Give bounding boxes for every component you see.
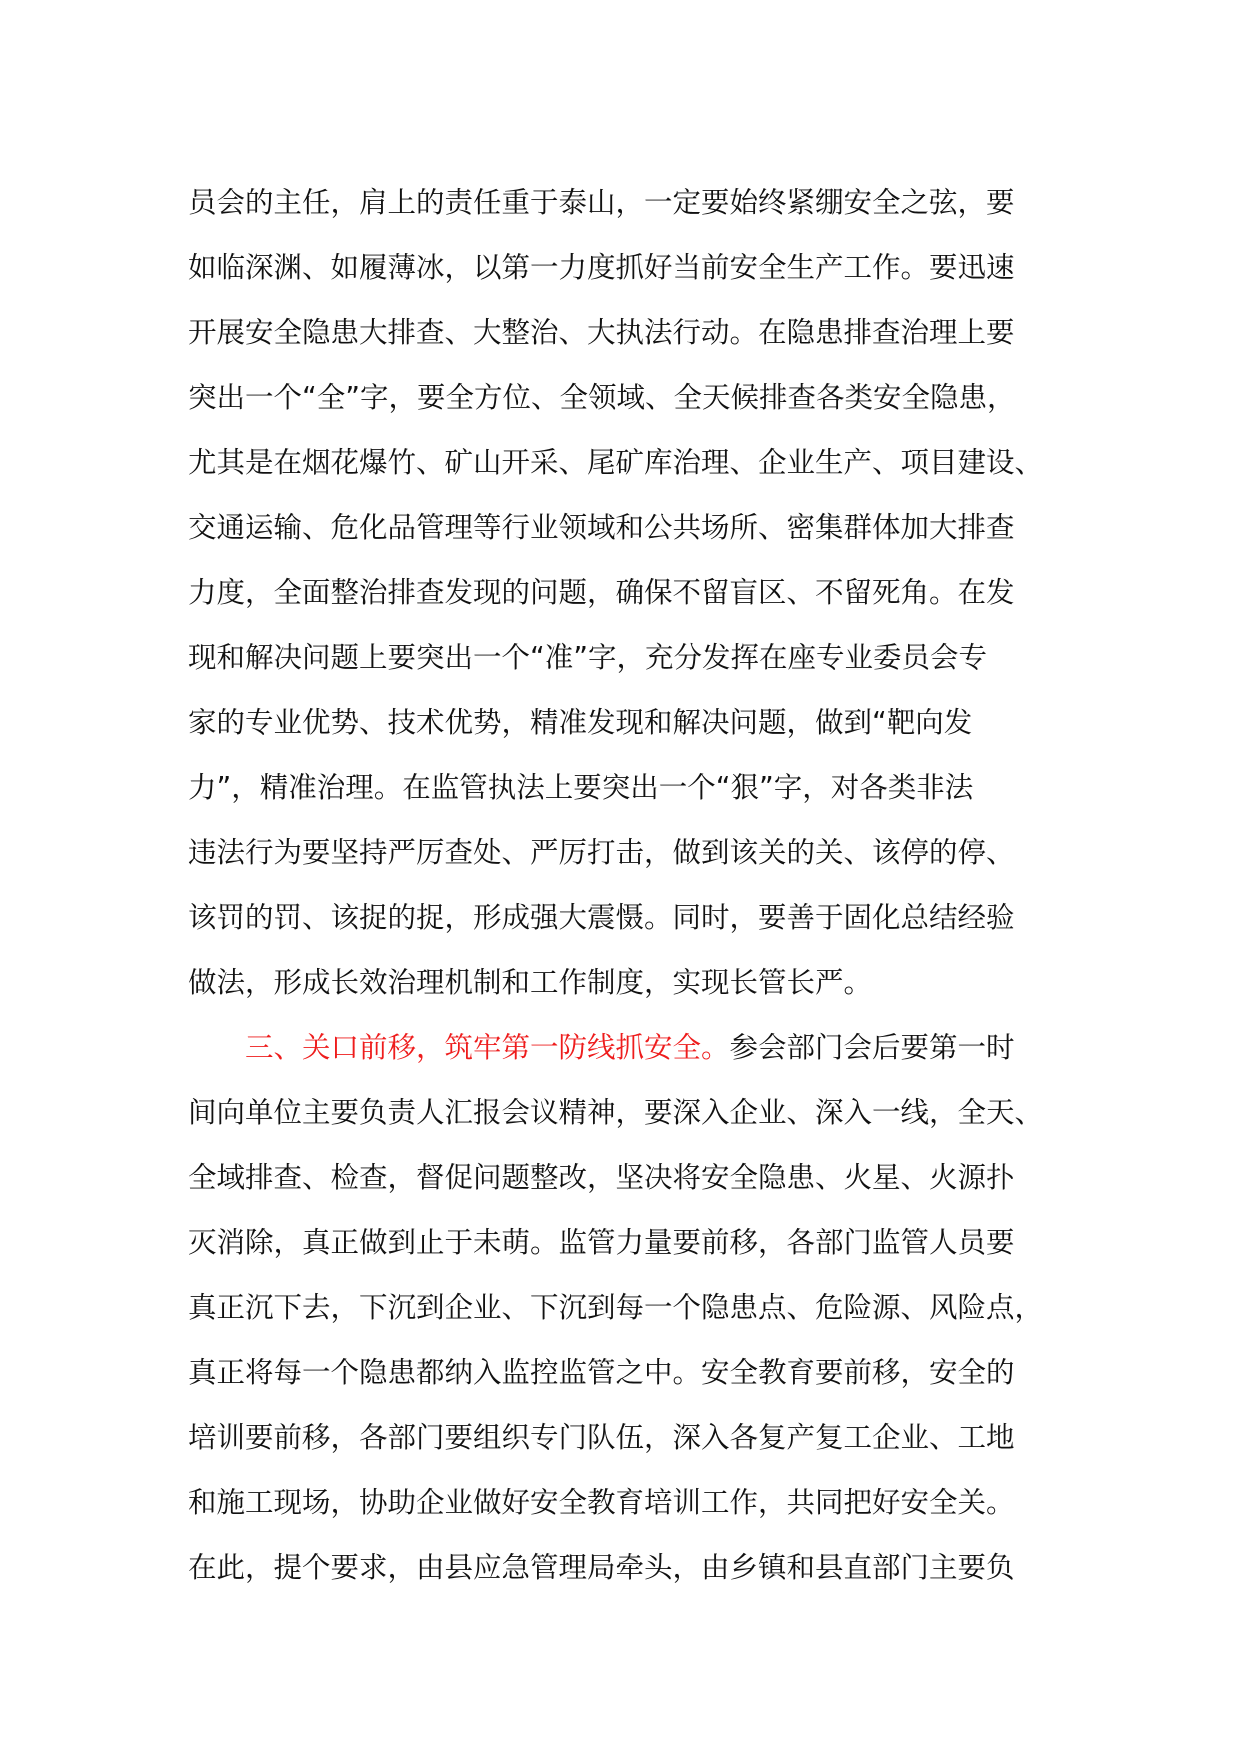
section-3-first-line [188, 1015, 1088, 1080]
text-line-1: 员会的主任，肩上的责任重于泰山，一定要始终紧绷安全之弦，要 [188, 186, 1015, 219]
section-3-line-5: 真正沉下去，下沉到企业、下沉到每一个隐患点、危险源、风险点， [188, 1291, 1044, 1324]
text-line-9: 家的专业优势、技术优势，精准发现和解决问题，做到“靶向发 [188, 706, 973, 739]
text-line-10: 力”，精准治理。在监管执法上要突出一个“狠”字，对各类非法 [188, 771, 974, 804]
section-3-line-3: 全域排查、检查，督促问题整改，坚决将安全隐患、火星、火源扑 [188, 1161, 1015, 1194]
section-3-heading: 三、关口前移，筑牢第一防线抓安全。 [245, 1031, 730, 1064]
text-line-6: 交通运输、危化品管理等行业领域和公共场所、密集群体加大排查 [188, 511, 1015, 544]
section-3-first-line-rest: 参会部门会后要第一时 [729, 1031, 1015, 1064]
text-line-5: 尤其是在烟花爆竹、矿山开采、尾矿库治理、企业生产、项目建设、 [188, 446, 1044, 479]
text-line-4: 突出一个“全”字，要全方位、全领域、全天候排查各类安全隐患， [188, 381, 1016, 414]
text-line-8: 现和解决问题上要突出一个“准”字，充分发挥在座专业委员会专 [188, 641, 988, 674]
section-3-line-6: 真正将每一个隐患都纳入监控监管之中。安全教育要前移，安全的 [188, 1356, 1015, 1389]
text-line-13: 做法，形成长效治理机制和工作制度，实现长管长严。 [188, 966, 873, 999]
text-line-7: 力度，全面整治排查发现的问题，确保不留盲区、不留死角。在发 [188, 576, 1015, 609]
section-3-line-9: 在此，提个要求，由县应急管理局牵头，由乡镇和县直部门主要负 [188, 1551, 1015, 1584]
section-3-line-4: 灭消除，真正做到止于未萌。监管力量要前移，各部门监管人员要 [188, 1226, 1015, 1259]
body-text [188, 170, 1088, 1600]
section-3-line-8: 和施工现场，协助企业做好安全教育培训工作，共同把好安全关。 [188, 1486, 1015, 1519]
text-line-12: 该罚的罚、该捉的捉，形成强大震慑。同时，要善于固化总结经验 [188, 901, 1015, 934]
text-line-2: 如临深渊、如履薄冰，以第一力度抓好当前安全生产工作。要迅速 [188, 251, 1015, 284]
section-3-line-2: 间向单位主要负责人汇报会议精神，要深入企业、深入一线，全天、 [188, 1096, 1044, 1129]
text-line-11: 违法行为要坚持严厉查处、严厉打击，做到该关的关、该停的停、 [188, 836, 1015, 869]
section-3-line-7: 培训要前移，各部门要组织专门队伍，深入各复产复工企业、工地 [188, 1421, 1015, 1454]
text-line-3: 开展安全隐患大排查、大整治、大执法行动。在隐患排查治理上要 [188, 316, 1015, 349]
